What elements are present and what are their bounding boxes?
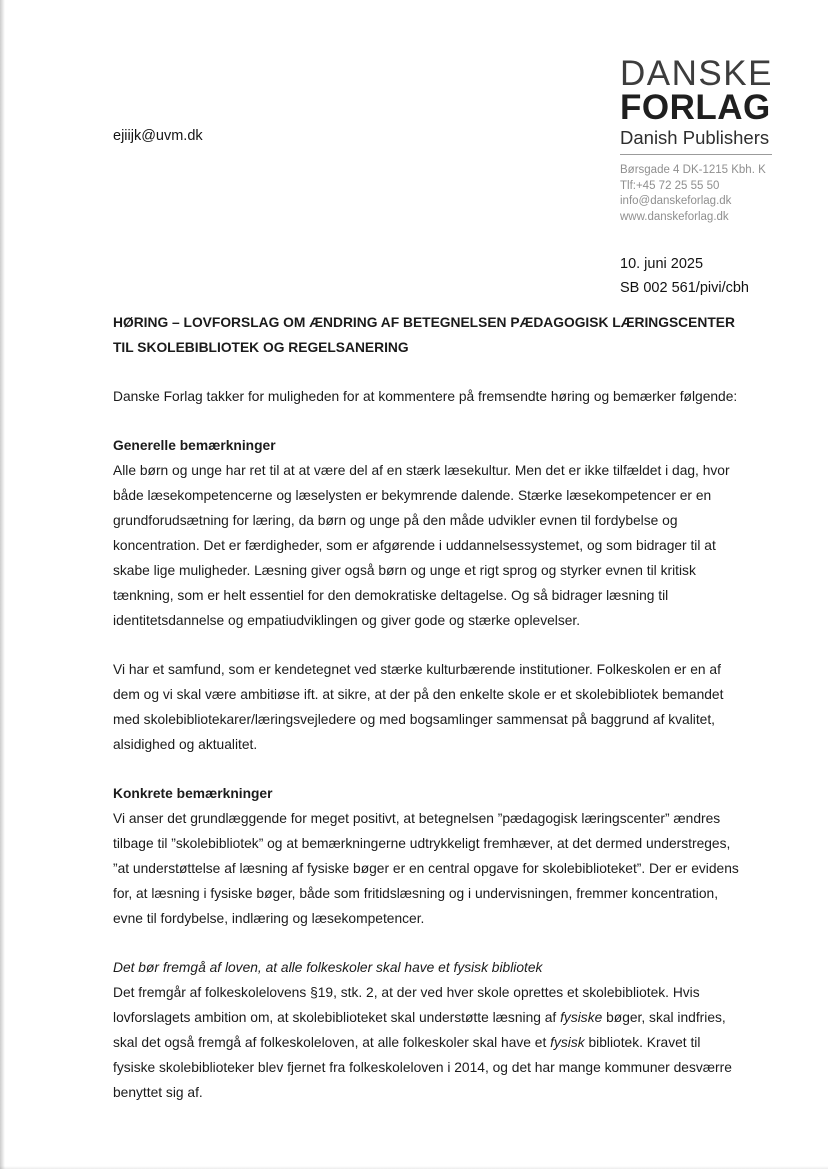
logo-divider	[620, 154, 772, 155]
logo-wordmark-forlag: FORLAG	[620, 88, 771, 127]
logo-wordmark-danske: DANSKE	[620, 54, 773, 93]
paragraph	[113, 980, 745, 1105]
contact-email: info@danskeforlag.dk	[620, 195, 732, 207]
intro-paragraph: Danske Forlag takker for muligheden for at kommentere på fremsendte høring og bemærker følgende:	[113, 389, 738, 404]
sender-email: ejiijk@uvm.dk	[113, 128, 203, 144]
text-run: Alle børn og unge har ret til at at være del af en stærk læsekultur. Men det er ikke tilfældet i dag, hvor både læsekompetencerne og læselysten er bekymrende dalende. Stærke læsekompetencer er en grundforudsætning for læring, da børn og unge på den måde udvikler evnen til fordybelse og koncentration. Det er færdigheder, som er afgørende i uddannelsessystemet, og som bidrager til at skabe lige muligheder. Læsning giver også børn og unge et rigt sprog og styrker evnen til kritisk tænkning, som er helt essentiel for den demokratiske deltagelse. Og så bidrager læsning til identitetsdannelse og empatiudviklingen og giver gode og stærke oplevelser.	[113, 463, 730, 628]
section-heading: Det bør fremgå af loven, at alle folkeskoler skal have et fysisk bibliotek	[113, 960, 543, 975]
italic-text-run: fysiske	[560, 1010, 603, 1025]
letter-meta	[620, 252, 810, 300]
contact-website: www.danskeforlag.dk	[620, 210, 729, 223]
text-run: Vi anser det grundlæggende for meget positivt, at betegnelsen ”pædagogisk læringscenter” ændres tilbage til ”skolebibliotek” og at bemærkningerne udtrykkeligt fremhæver, at det dermed understreges, ”at understøttelse af læsning af fysiske bøger er en central opgave for skolebiblioteket”. Der er evidens for, at læsning i fysiske bøger, både som fritidslæsning og i undervisningen, fremmer koncentration, evne til fordybelse, indlæring og læsekompetencer.	[113, 811, 739, 926]
contact-block	[620, 163, 810, 225]
letter-body	[113, 310, 745, 1129]
letter-title: HØRING – LOVFORSLAG OM ÆNDRING AF BETEGNELSEN PÆDAGOGISK LÆRINGSCENTER TIL SKOLEBIBLIOTEK OG REGELSANERING	[113, 315, 735, 355]
scan-shadow-left	[0, 0, 5, 1169]
contact-address: Børsgade 4 DK-1215 Kbh. K	[620, 164, 766, 176]
text-run: bøger, skal indfries, skal det også fremgå af folkeskoleloven, at alle folkeskoler skal have et	[113, 1010, 726, 1050]
text-run: bibliotek. Kravet til fysiske skolebiblioteker blev fjernet fra folkeskoleloven i 2014, og det har mange kommuner desværre benyttet sig af.	[113, 1035, 732, 1100]
section-heading: Konkrete bemærkninger	[113, 786, 273, 801]
danske-forlag-logo	[620, 56, 810, 300]
paragraph	[113, 657, 745, 757]
letter-sections	[113, 433, 745, 1105]
text-run: Vi har et samfund, som er kendetegnet ved stærke kulturbærende institutioner. Folkeskolen er en af dem og vi skal være ambitiøse ift. at sikre, at der på den enkelte skole er et skolebibliotek bemandet med skolebibliotekarer/læringsvejledere og med bogsamlinger sammensat på baggrund af kvalitet, alsidighed og aktualitet.	[113, 662, 724, 752]
letter-date: 10. juni 2025	[620, 256, 704, 272]
italic-text-run: fysisk	[550, 1035, 585, 1050]
letter-reference: SB 002 561/pivi/cbh	[620, 280, 749, 296]
logo-subtitle: Danish Publishers	[620, 127, 770, 148]
text-run: Det fremgår af folkeskolelovens §19, stk. 2, at der ved hver skole oprettes et skolebibliotek. Hvis lovforslagets ambition om, at skolebiblioteket skal understøtte læsning af	[113, 985, 700, 1025]
paragraph	[113, 806, 745, 931]
paragraph	[113, 458, 745, 633]
section-heading: Generelle bemærkninger	[113, 438, 276, 453]
contact-phone: Tlf:+45 72 25 55 50	[620, 179, 720, 192]
